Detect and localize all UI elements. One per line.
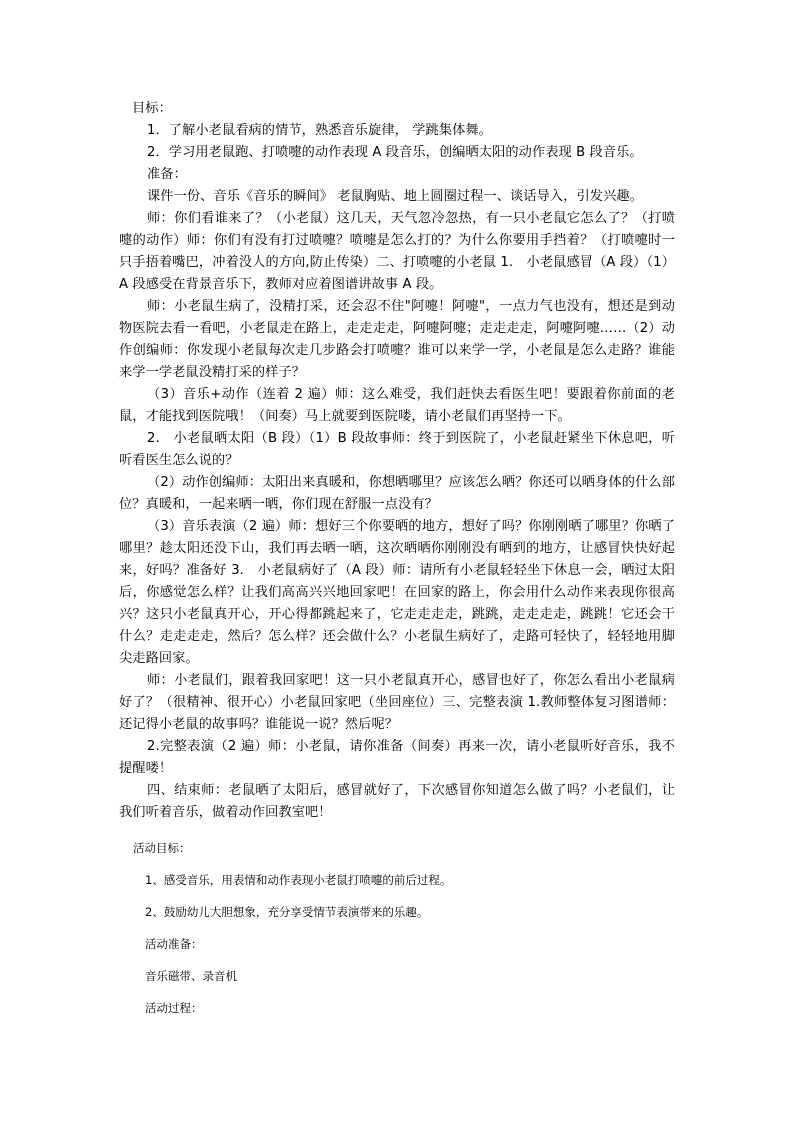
goals-heading: 目标： [132, 101, 172, 116]
paragraph: 课件一份、音乐《音乐的瞬间》 老鼠胸贴、地上圆圈过程一、谈话导入，引发兴趣。 [147, 189, 643, 204]
paragraph: （3）音乐+动作（连着 2 遍）师：这么难受，我们赶快去看医生吧！要跟着你前面的老鼠，才能找到医院哦！（间奏）马上就要到医院喽，请小老鼠们再坚持一下。 [119, 387, 675, 424]
paragraph: 2. 小老鼠晒太阳（B 段）（1）B 段故事师：终于到医院了，小老鼠赶紧坐下休息吧，听听看医生怎么说的？ [119, 431, 675, 468]
paragraph: 准备： [147, 167, 187, 182]
paragraph: 2.完整表演（2 遍）师：小老鼠，请你准备（间奏）再来一次，请小老鼠听好音乐，我不提醒喽！ [119, 739, 675, 776]
paragraph: 1．了解小老鼠看病的情节，熟悉音乐旋律， 学跳集体舞。 [147, 123, 492, 138]
paragraph: 2．学习用老鼠跑、打喷嚏的动作表现 A 段音乐，创编晒太阳的动作表现 B 段音乐。 [147, 145, 643, 160]
paragraph: 师：小老鼠们，跟着我回家吧！这一只小老鼠真开心，感冒也好了，你怎么看出小老鼠病好了？（很精神、很开心）小老鼠回家吧（坐回座位）三、完整表演 1.教师整体复习图谱师：还记得小老鼠的故事吗？谁能说一说？然后呢？ [119, 673, 675, 732]
activity-prep-title: 活动准备： [145, 937, 203, 951]
paragraph: （2）动作创编师：太阳出来真暖和，你想晒哪里？应该怎么晒？你还可以晒身体的什么部位？真暖和，一起来晒一晒，你们现在舒服一点没有？ [119, 475, 675, 512]
activity-goals-title: 活动目标： [133, 841, 191, 855]
lesson-plan-text [119, 98, 675, 824]
activity-goal-1: 1、感受音乐，用表情和动作表现小老鼠打喷嚏的前后过程。 [145, 873, 452, 887]
activity-process-title: 活动过程： [145, 1001, 203, 1015]
activity-prep-items: 音乐磁带、录音机 [145, 969, 237, 983]
paragraph: 四、结束师：老鼠晒了太阳后，感冒就好了，下次感冒你知道怎么做了吗？小老鼠们，让我们听着音乐，做着动作回教室吧！ [119, 783, 675, 820]
paragraph: 师：小老鼠生病了，没精打采，还会忍不住"阿嚏！阿嚏"，一点力气也没有，想还是到动物医院去看一看吧，小老鼠走在路上，走走走走，阿嚏阿嚏；走走走走，阿嚏阿嚏……（2）动作创编师：你发现小老鼠每次走几步路会打喷嚏？谁可以来学一学，小老鼠是怎么走路？谁能来学一学老鼠没精打采的样子？ [119, 299, 675, 380]
paragraph: （3）音乐表演（2 遍）师：想好三个你要晒的地方，想好了吗？你刚刚晒了哪里？你晒了哪里？趁太阳还没下山，我们再去晒一晒，这次晒晒你刚刚没有晒到的地方，让感冒快快好起来，好吗？准备好 3. 小老鼠病好了（A 段）师：请所有小老鼠轻轻坐下休息一会，晒过太阳后，你感觉怎么样？让我们高高兴兴地回家吧！在回家的路上，你会用什么动作来表现你很高兴？这只小老鼠真开心，开心得都跳起来了，它走走走走，跳跳，走走走走，跳跳！它还会干什么？走走走走，然后？怎么样？还会做什么？小老鼠生病好了，走路可轻快了，轻轻地用脚尖走路回家。 [119, 519, 675, 666]
activity-goal-2: 2、鼓励幼儿大胆想象，充分享受情节表演带来的乐趣。 [145, 905, 429, 919]
paragraph: 师：你们看谁来了？（小老鼠）这几天，天气忽冷忽热，有一只小老鼠它怎么了？（打喷嚏的动作）师：你们有没有打过喷嚏？喷嚏是怎么打的？为什么你要用手挡着？（打喷嚏时一只手捂着嘴巴，冲着没人的方向,防止传染）二、打喷嚏的小老鼠 1. 小老鼠感冒（A 段）（1）A 段感受在背景音乐下，教师对应着图谱讲故事 A 段。 [119, 211, 675, 292]
